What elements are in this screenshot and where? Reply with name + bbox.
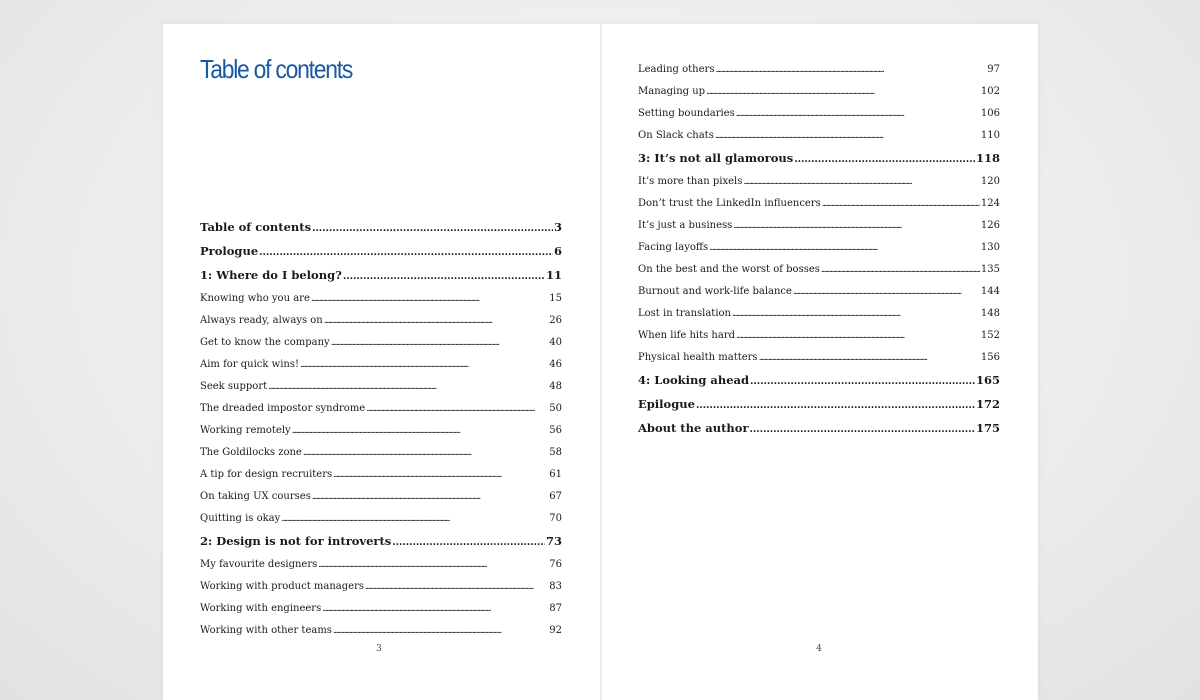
toc-entry-label: Facing layoffs (638, 242, 709, 253)
toc-dot-leader (343, 269, 545, 283)
toc-list-right (638, 59, 1000, 441)
toc-entry-page-number: 156 (980, 352, 1000, 363)
toc-dot-leader (736, 330, 980, 342)
toc-entry-page-number: 118 (975, 151, 1000, 165)
toc-section-entry (200, 354, 562, 376)
toc-entry-page-number: 26 (549, 315, 562, 326)
toc-entry-page-number: 144 (980, 286, 1000, 297)
toc-entry-page-number: 11 (545, 268, 562, 282)
toc-entry-label: Knowing who you are (200, 293, 310, 304)
toc-entry-label: It’s more than pixels (638, 176, 743, 187)
toc-entry-page-number: 148 (980, 308, 1000, 319)
toc-entry-page-number: 102 (980, 86, 1000, 97)
toc-dot-leader (365, 581, 548, 593)
toc-dot-leader (259, 245, 553, 259)
toc-entry-page-number: 120 (980, 176, 1000, 187)
toc-entry-label: Epilogue (638, 397, 695, 411)
toc-dot-leader (750, 374, 975, 388)
toc-entry-page-number: 92 (549, 625, 562, 636)
toc-entry-label: On Slack chats (638, 130, 714, 141)
toc-entry-label: A tip for design recruiters (200, 469, 333, 480)
toc-entry-page-number: 48 (549, 381, 562, 392)
toc-section-entry (200, 442, 562, 464)
toc-entry-label: Quitting is okay (200, 513, 281, 524)
page-number-right: 4 (816, 644, 822, 654)
toc-entry-label: 1: Where do I belong? (200, 268, 342, 282)
toc-dot-leader (821, 264, 980, 276)
toc-section-entry (200, 598, 562, 620)
toc-entry-page-number: 126 (980, 220, 1000, 231)
toc-section-entry (200, 332, 562, 354)
toc-entry-page-number: 6 (553, 244, 562, 258)
toc-entry-page-number: 61 (549, 469, 562, 480)
toc-section-entry (200, 464, 562, 486)
toc-dot-leader (733, 220, 980, 232)
toc-entry-label: Working with product managers (200, 581, 364, 592)
toc-entry-label: Aim for quick wins! (200, 359, 299, 370)
toc-entry-page-number: 58 (549, 447, 562, 458)
toc-section-entry (638, 281, 1000, 303)
toc-entry-label: Table of contents (200, 220, 312, 234)
toc-dot-leader (706, 86, 980, 98)
toc-section-entry (200, 310, 562, 332)
toc-entry-label: The Goldilocks zone (200, 447, 302, 458)
toc-entry-label: Burnout and work-life balance (638, 286, 792, 297)
toc-entry-label: The dreaded impostor syndrome (200, 403, 366, 414)
toc-chapter-entry (638, 147, 1000, 171)
toc-entry-page-number: 135 (980, 264, 1000, 275)
toc-entry-label: Physical health matters (638, 352, 758, 363)
toc-entry-page-number: 76 (549, 559, 562, 570)
toc-entry-page-number: 87 (549, 603, 562, 614)
toc-section-entry (638, 259, 1000, 281)
toc-dot-leader (318, 559, 548, 571)
toc-entry-label: It’s just a business (638, 220, 733, 231)
toc-entry-page-number: 130 (980, 242, 1000, 253)
toc-section-entry (638, 303, 1000, 325)
toc-section-entry (638, 125, 1000, 147)
toc-section-entry (638, 193, 1000, 215)
toc-entry-label: 2: Design is not for introverts (200, 534, 392, 548)
toc-dot-leader (709, 242, 980, 254)
toc-dot-leader (392, 535, 545, 549)
toc-section-entry (638, 59, 1000, 81)
toc-section-entry (200, 620, 562, 642)
toc-entry-page-number: 15 (549, 293, 562, 304)
toc-dot-leader (750, 422, 975, 436)
toc-section-entry (200, 288, 562, 310)
toc-entry-label: On taking UX courses (200, 491, 311, 502)
toc-section-entry (200, 376, 562, 398)
toc-section-entry (638, 237, 1000, 259)
toc-entry-page-number: 97 (987, 64, 1000, 75)
toc-entry-label: Get to know the company (200, 337, 330, 348)
toc-entry-label: Lost in translation (638, 308, 731, 319)
toc-dot-leader (743, 176, 980, 188)
page-number-left: 3 (376, 644, 382, 654)
toc-section-entry (200, 420, 562, 442)
toc-entry-label: Seek support (200, 381, 268, 392)
toc-dot-leader (324, 315, 549, 327)
toc-dot-leader (322, 603, 548, 615)
toc-entry-label: Prologue (200, 244, 259, 258)
toc-dot-leader (794, 152, 975, 166)
toc-dot-leader (759, 352, 980, 364)
left-page (163, 24, 600, 700)
toc-entry-label: Working with engineers (200, 603, 322, 614)
toc-dot-leader (311, 293, 548, 305)
toc-entry-page-number: 165 (975, 373, 1000, 387)
toc-dot-leader (333, 469, 548, 481)
toc-chapter-entry (200, 240, 562, 264)
toc-entry-label: 4: Looking ahead (638, 373, 750, 387)
toc-entry-label: Always ready, always on (200, 315, 323, 326)
toc-chapter-entry (200, 264, 562, 288)
toc-entry-page-number: 110 (980, 130, 1000, 141)
toc-entry-page-number: 50 (549, 403, 562, 414)
right-page (602, 24, 1038, 700)
toc-entry-page-number: 83 (549, 581, 562, 592)
toc-list-left (200, 216, 562, 642)
toc-entry-page-number: 106 (980, 108, 1000, 119)
toc-dot-leader (715, 130, 980, 142)
toc-dot-leader (331, 337, 549, 349)
toc-dot-leader (736, 108, 980, 120)
toc-dot-leader (292, 425, 549, 437)
toc-entry-label: 3: It’s not all glamorous (638, 151, 794, 165)
toc-chapter-entry (200, 216, 562, 240)
toc-entry-label: When life hits hard (638, 330, 736, 341)
toc-entry-label: My favourite designers (200, 559, 318, 570)
toc-entry-page-number: 172 (975, 397, 1000, 411)
toc-entry-page-number: 73 (545, 534, 562, 548)
toc-entry-label: Managing up (638, 86, 706, 97)
toc-dot-leader (268, 381, 548, 393)
toc-section-entry (638, 215, 1000, 237)
toc-dot-leader (822, 198, 980, 210)
toc-section-entry (638, 81, 1000, 103)
toc-section-entry (200, 508, 562, 530)
toc-entry-page-number: 124 (980, 198, 1000, 209)
toc-dot-leader (366, 403, 548, 415)
toc-dot-leader (793, 286, 980, 298)
toc-dot-leader (696, 398, 975, 412)
toc-entry-label: About the author (638, 421, 749, 435)
toc-dot-leader (303, 447, 548, 459)
toc-dot-leader (281, 513, 548, 525)
toc-entry-label: Setting boundaries (638, 108, 735, 119)
toc-dot-leader (732, 308, 980, 320)
toc-entry-label: Working remotely (200, 425, 291, 436)
toc-dot-leader (312, 221, 553, 235)
toc-entry-page-number: 175 (975, 421, 1000, 435)
toc-entry-label: Working with other teams (200, 625, 332, 636)
toc-dot-leader (300, 359, 548, 371)
toc-entry-label: On the best and the worst of bosses (638, 264, 820, 275)
book-spread (163, 24, 1038, 700)
toc-entry-page-number: 56 (549, 425, 562, 436)
toc-entry-label: Leading others (638, 64, 715, 75)
toc-entry-page-number: 70 (549, 513, 562, 524)
toc-section-entry (638, 103, 1000, 125)
toc-entry-page-number: 67 (549, 491, 562, 502)
toc-section-entry (200, 486, 562, 508)
toc-dot-leader (715, 64, 986, 76)
toc-dot-leader (312, 491, 548, 503)
toc-section-entry (638, 171, 1000, 193)
toc-section-entry (638, 347, 1000, 369)
toc-entry-page-number: 46 (549, 359, 562, 370)
toc-entry-label: Don’t trust the LinkedIn influencers (638, 198, 821, 209)
toc-section-entry (200, 554, 562, 576)
toc-section-entry (200, 576, 562, 598)
toc-entry-page-number: 152 (980, 330, 1000, 341)
toc-chapter-entry (638, 369, 1000, 393)
toc-chapter-entry (638, 393, 1000, 417)
toc-chapter-entry (200, 530, 562, 554)
toc-chapter-entry (638, 417, 1000, 441)
toc-heading: Table of contents (200, 54, 353, 84)
toc-section-entry (200, 398, 562, 420)
toc-entry-page-number: 40 (549, 337, 562, 348)
toc-section-entry (638, 325, 1000, 347)
toc-dot-leader (333, 625, 548, 637)
toc-entry-page-number: 3 (553, 220, 562, 234)
